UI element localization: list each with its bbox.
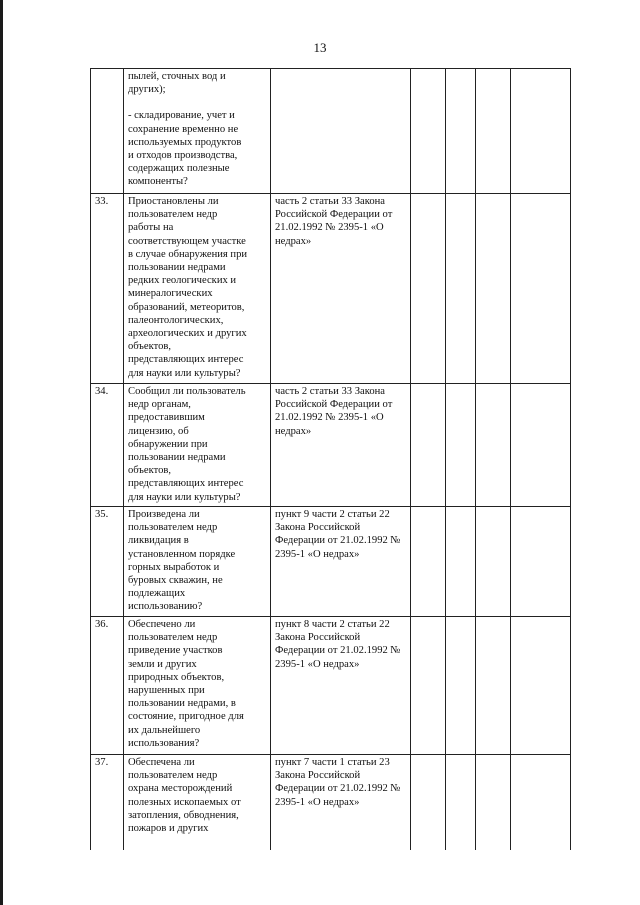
question-line: и отходов производства, bbox=[128, 150, 238, 162]
question-line: используемых продуктов bbox=[128, 136, 242, 148]
answer-cell bbox=[511, 194, 571, 384]
question-line: полезных ископаемых от bbox=[128, 796, 241, 808]
question-line: других); bbox=[128, 84, 166, 96]
question-line: сохранение временно не bbox=[128, 123, 239, 135]
question-line: обнаружении при bbox=[128, 438, 208, 450]
question-line: Приостановлены ли bbox=[128, 196, 219, 207]
legal-reference bbox=[271, 507, 411, 617]
answer-cell bbox=[411, 69, 446, 194]
answer-cell bbox=[476, 617, 511, 755]
item-number: 34. bbox=[91, 384, 124, 507]
question-line: - складирование, учет и bbox=[128, 110, 235, 122]
question-line: объектов, bbox=[128, 465, 172, 477]
answer-cell bbox=[411, 755, 446, 850]
table-row bbox=[91, 617, 571, 755]
question-line: ликвидация в bbox=[128, 535, 189, 547]
question-line: приведение участков bbox=[128, 645, 223, 657]
item-number: 35. bbox=[91, 507, 124, 617]
answer-cell bbox=[446, 755, 476, 850]
question-line: соответствующем участке bbox=[128, 235, 246, 247]
table-row bbox=[91, 69, 571, 194]
question-line: редких геологических и bbox=[128, 275, 237, 287]
question-line: пользователем недр bbox=[128, 770, 218, 782]
item-number: 36. bbox=[91, 617, 124, 755]
question-line: лицензию, об bbox=[128, 425, 189, 437]
answer-cell bbox=[476, 69, 511, 194]
question-line: для науки или культуры? bbox=[128, 367, 241, 379]
question-line: образований, метеоритов, bbox=[128, 301, 245, 313]
legal-reference bbox=[271, 755, 411, 850]
answer-cell bbox=[411, 617, 446, 755]
legal-reference-text: пункт 7 части 1 статьи 23 Закона Российской Федерации от 21.02.1992 № 2395-1 «О недрах» bbox=[275, 757, 401, 808]
question-line: содержащих полезные bbox=[128, 163, 230, 175]
legal-reference-text: пункт 9 части 2 статьи 22 Закона Российской Федерации от 21.02.1992 № 2395-1 «О недрах» bbox=[275, 509, 401, 560]
question-line: пользовании недрами bbox=[128, 452, 226, 464]
item-number bbox=[91, 69, 124, 194]
table-row bbox=[91, 755, 571, 850]
question-cell bbox=[124, 194, 271, 384]
legal-reference-text: часть 2 статьи 33 Закона Российской Федерации от 21.02.1992 № 2395-1 «О недрах» bbox=[275, 386, 393, 437]
question-line: предоставившим bbox=[128, 412, 205, 424]
answer-cell bbox=[446, 507, 476, 617]
checklist-table bbox=[90, 68, 571, 850]
question-line: для науки или культуры? bbox=[128, 491, 241, 503]
question-line: в случае обнаружения при bbox=[128, 248, 248, 260]
legal-reference-text: часть 2 статьи 33 Закона Российской Федерации от 21.02.1992 № 2395-1 «О недрах» bbox=[275, 196, 393, 247]
question-line: представляющих интерес bbox=[128, 354, 244, 366]
answer-cell bbox=[511, 69, 571, 194]
question-line: охрана месторождений bbox=[128, 783, 233, 795]
answer-cell bbox=[446, 617, 476, 755]
question-line: представляющих интерес bbox=[128, 478, 244, 490]
answer-cell bbox=[511, 384, 571, 507]
answer-cell bbox=[411, 507, 446, 617]
question-line: земли и других bbox=[128, 658, 197, 670]
question-line: пылей, сточных вод и bbox=[128, 71, 226, 82]
question-cell bbox=[124, 384, 271, 507]
answer-cell bbox=[476, 194, 511, 384]
question-line: буровых скважин, не bbox=[128, 575, 223, 587]
question-line: недр органам, bbox=[128, 399, 191, 411]
question-line: состояние, пригодное для bbox=[128, 711, 244, 723]
question-line: пожаров и других bbox=[128, 823, 209, 835]
legal-reference bbox=[271, 69, 411, 194]
answer-cell bbox=[446, 69, 476, 194]
question-line: Произведена ли bbox=[128, 509, 200, 520]
table-row bbox=[91, 507, 571, 617]
question-line: палеонтологических, bbox=[128, 314, 224, 326]
question-line: нарушенных при bbox=[128, 685, 205, 697]
legal-reference bbox=[271, 194, 411, 384]
page-edge-bar bbox=[0, 0, 3, 905]
question-cell bbox=[124, 755, 271, 850]
question-cell bbox=[124, 617, 271, 755]
page-number: 13 bbox=[313, 40, 327, 55]
question-line: минералогических bbox=[128, 288, 213, 300]
question-line: затопления, обводнения, bbox=[128, 809, 239, 821]
question-line: археологических и других bbox=[128, 328, 247, 340]
question-line: установленном порядке bbox=[128, 548, 236, 560]
question-line: подлежащих bbox=[128, 588, 186, 600]
question-line: горных выработок и bbox=[128, 561, 220, 573]
question-line: пользовании недрами bbox=[128, 262, 226, 274]
answer-cell bbox=[476, 755, 511, 850]
question-line: использованию? bbox=[128, 601, 203, 613]
answer-cell bbox=[476, 507, 511, 617]
legal-reference-text: пункт 8 части 2 статьи 22 Закона Российской Федерации от 21.02.1992 № 2395-1 «О недрах» bbox=[275, 619, 401, 670]
answer-cell bbox=[446, 384, 476, 507]
answer-cell bbox=[511, 755, 571, 850]
question-line: компоненты? bbox=[128, 176, 188, 188]
question-line: Сообщил ли пользователь bbox=[128, 386, 246, 397]
question-line: работы на bbox=[128, 222, 174, 234]
answer-cell bbox=[511, 507, 571, 617]
question-line: природных объектов, bbox=[128, 671, 225, 683]
answer-cell bbox=[411, 384, 446, 507]
item-number: 33. bbox=[91, 194, 124, 384]
legal-reference bbox=[271, 617, 411, 755]
question-line: пользователем недр bbox=[128, 209, 218, 221]
table-row bbox=[91, 194, 571, 384]
answer-cell bbox=[476, 384, 511, 507]
table-row bbox=[91, 384, 571, 507]
question-cell bbox=[124, 507, 271, 617]
question-cell bbox=[124, 69, 271, 194]
question-line: пользовании недрами, в bbox=[128, 698, 236, 710]
question-line: их дальнейшего bbox=[128, 724, 201, 736]
question-line: пользователем недр bbox=[128, 632, 218, 644]
question-line: объектов, bbox=[128, 341, 172, 353]
answer-cell bbox=[446, 194, 476, 384]
question-line: Обеспечено ли bbox=[128, 619, 196, 630]
answer-cell bbox=[411, 194, 446, 384]
question-line: использования? bbox=[128, 737, 200, 749]
question-line: пользователем недр bbox=[128, 522, 218, 534]
checklist-body bbox=[91, 69, 571, 850]
question-gap bbox=[128, 96, 266, 109]
question-line: Обеспечена ли bbox=[128, 757, 195, 768]
legal-reference bbox=[271, 384, 411, 507]
item-number: 37. bbox=[91, 755, 124, 850]
answer-cell bbox=[511, 617, 571, 755]
